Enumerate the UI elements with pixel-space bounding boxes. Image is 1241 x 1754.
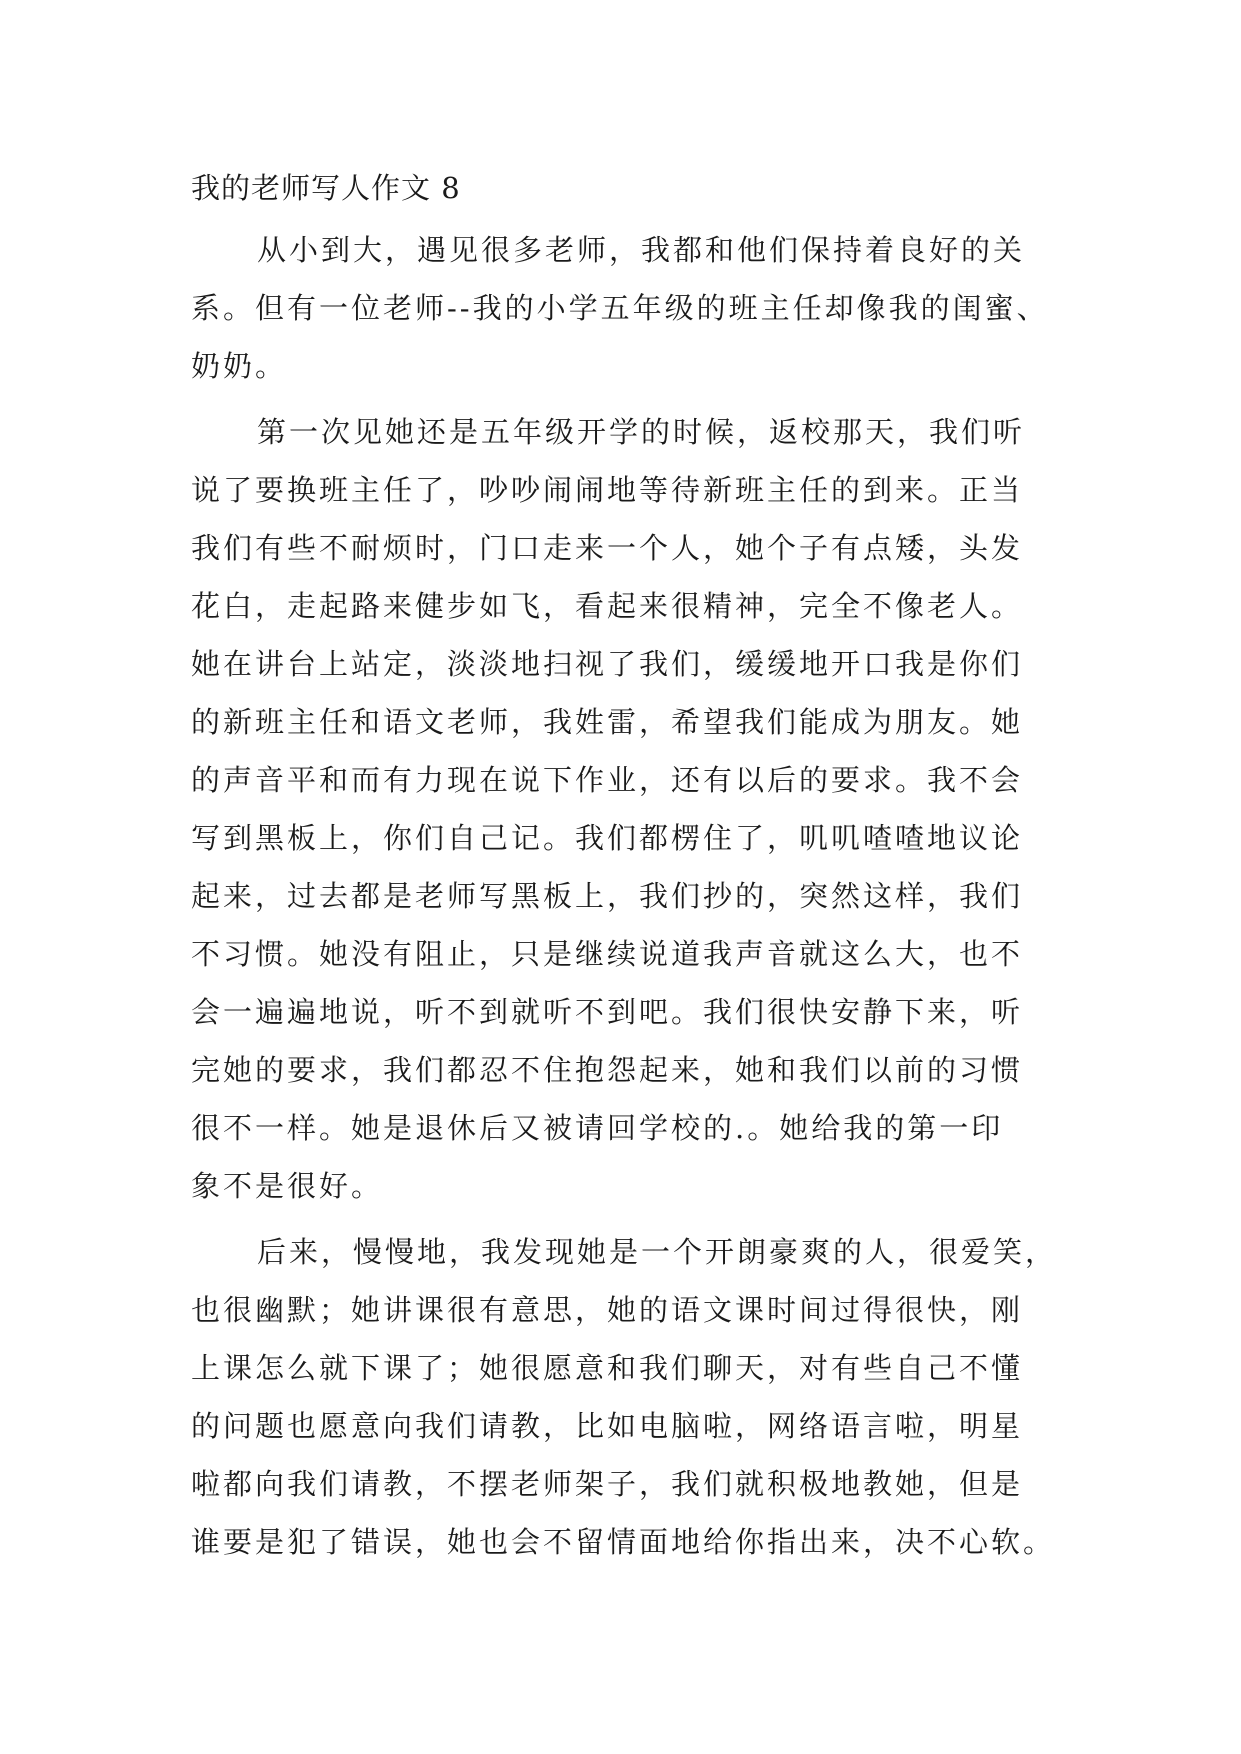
paragraph-2 (191, 403, 1061, 1215)
paragraph-line: 她在讲台上站定，淡淡地扫视了我们，缓缓地开口我是你们 (191, 647, 1024, 681)
paragraph-line: 的问题也愿意向我们请教，比如电脑啦，网络语言啦，明星 (191, 1409, 1024, 1443)
paragraph-line: 上课怎么就下课了；她很愿意和我们聊天，对有些自己不懂 (191, 1351, 1024, 1385)
paragraph-line: 起来，过去都是老师写黑板上，我们抄的，突然这样，我们 (191, 879, 1024, 913)
paragraph-line: 不习惯。她没有阻止，只是继续说道我声音就这么大，也不 (191, 937, 1024, 971)
paragraph-line: 很不一样。她是退休后又被请回学校的.。她给我的第一印 (191, 1111, 1004, 1145)
paragraph-line: 象不是很好。 (191, 1169, 384, 1203)
paragraph-line: 说了要换班主任了，吵吵闹闹地等待新班主任的到来。正当 (191, 473, 1024, 507)
paragraph-line: 会一遍遍地说，听不到就听不到吧。我们很快安静下来，听 (191, 995, 1024, 1029)
paragraph-line: 第一次见她还是五年级开学的时候，返校那天，我们听 (257, 415, 1026, 449)
paragraph-line: 的新班主任和语文老师，我姓雷，希望我们能成为朋友。她 (191, 705, 1024, 739)
paragraph-line: 谁要是犯了错误，她也会不留情面地给你指出来，决不心软。 (191, 1525, 1056, 1559)
paragraph-line: 后来，慢慢地，我发现她是一个开朗豪爽的人，很爱笑， (257, 1235, 1058, 1269)
paragraph-line: 也很幽默；她讲课很有意思，她的语文课时间过得很快，刚 (191, 1293, 1024, 1327)
paragraph-line: 奶奶。 (191, 349, 288, 383)
paragraph-1 (191, 221, 1061, 395)
paragraph-line: 啦都向我们请教，不摆老师架子，我们就积极地教她，但是 (191, 1467, 1024, 1501)
paragraph-line: 系。但有一位老师--我的小学五年级的班主任却像我的闺蜜、 (191, 291, 1049, 325)
paragraph-line: 我们有些不耐烦时，门口走来一个人，她个子有点矮，头发 (191, 531, 1024, 565)
document-body (191, 221, 1061, 1579)
paragraph-line: 花白，走起路来健步如飞，看起来很精神，完全不像老人。 (191, 589, 1024, 623)
paragraph-line: 的声音平和而有力现在说下作业，还有以后的要求。我不会 (191, 763, 1024, 797)
paragraph-line: 从小到大，遇见很多老师，我都和他们保持着良好的关 (257, 233, 1026, 267)
document-title: 我的老师写人作文 8 (191, 171, 461, 205)
paragraph-3 (191, 1223, 1061, 1571)
paragraph-line: 完她的要求，我们都忍不住抱怨起来，她和我们以前的习惯 (191, 1053, 1024, 1087)
paragraph-line: 写到黑板上，你们自己记。我们都楞住了，叽叽喳喳地议论 (191, 821, 1024, 855)
